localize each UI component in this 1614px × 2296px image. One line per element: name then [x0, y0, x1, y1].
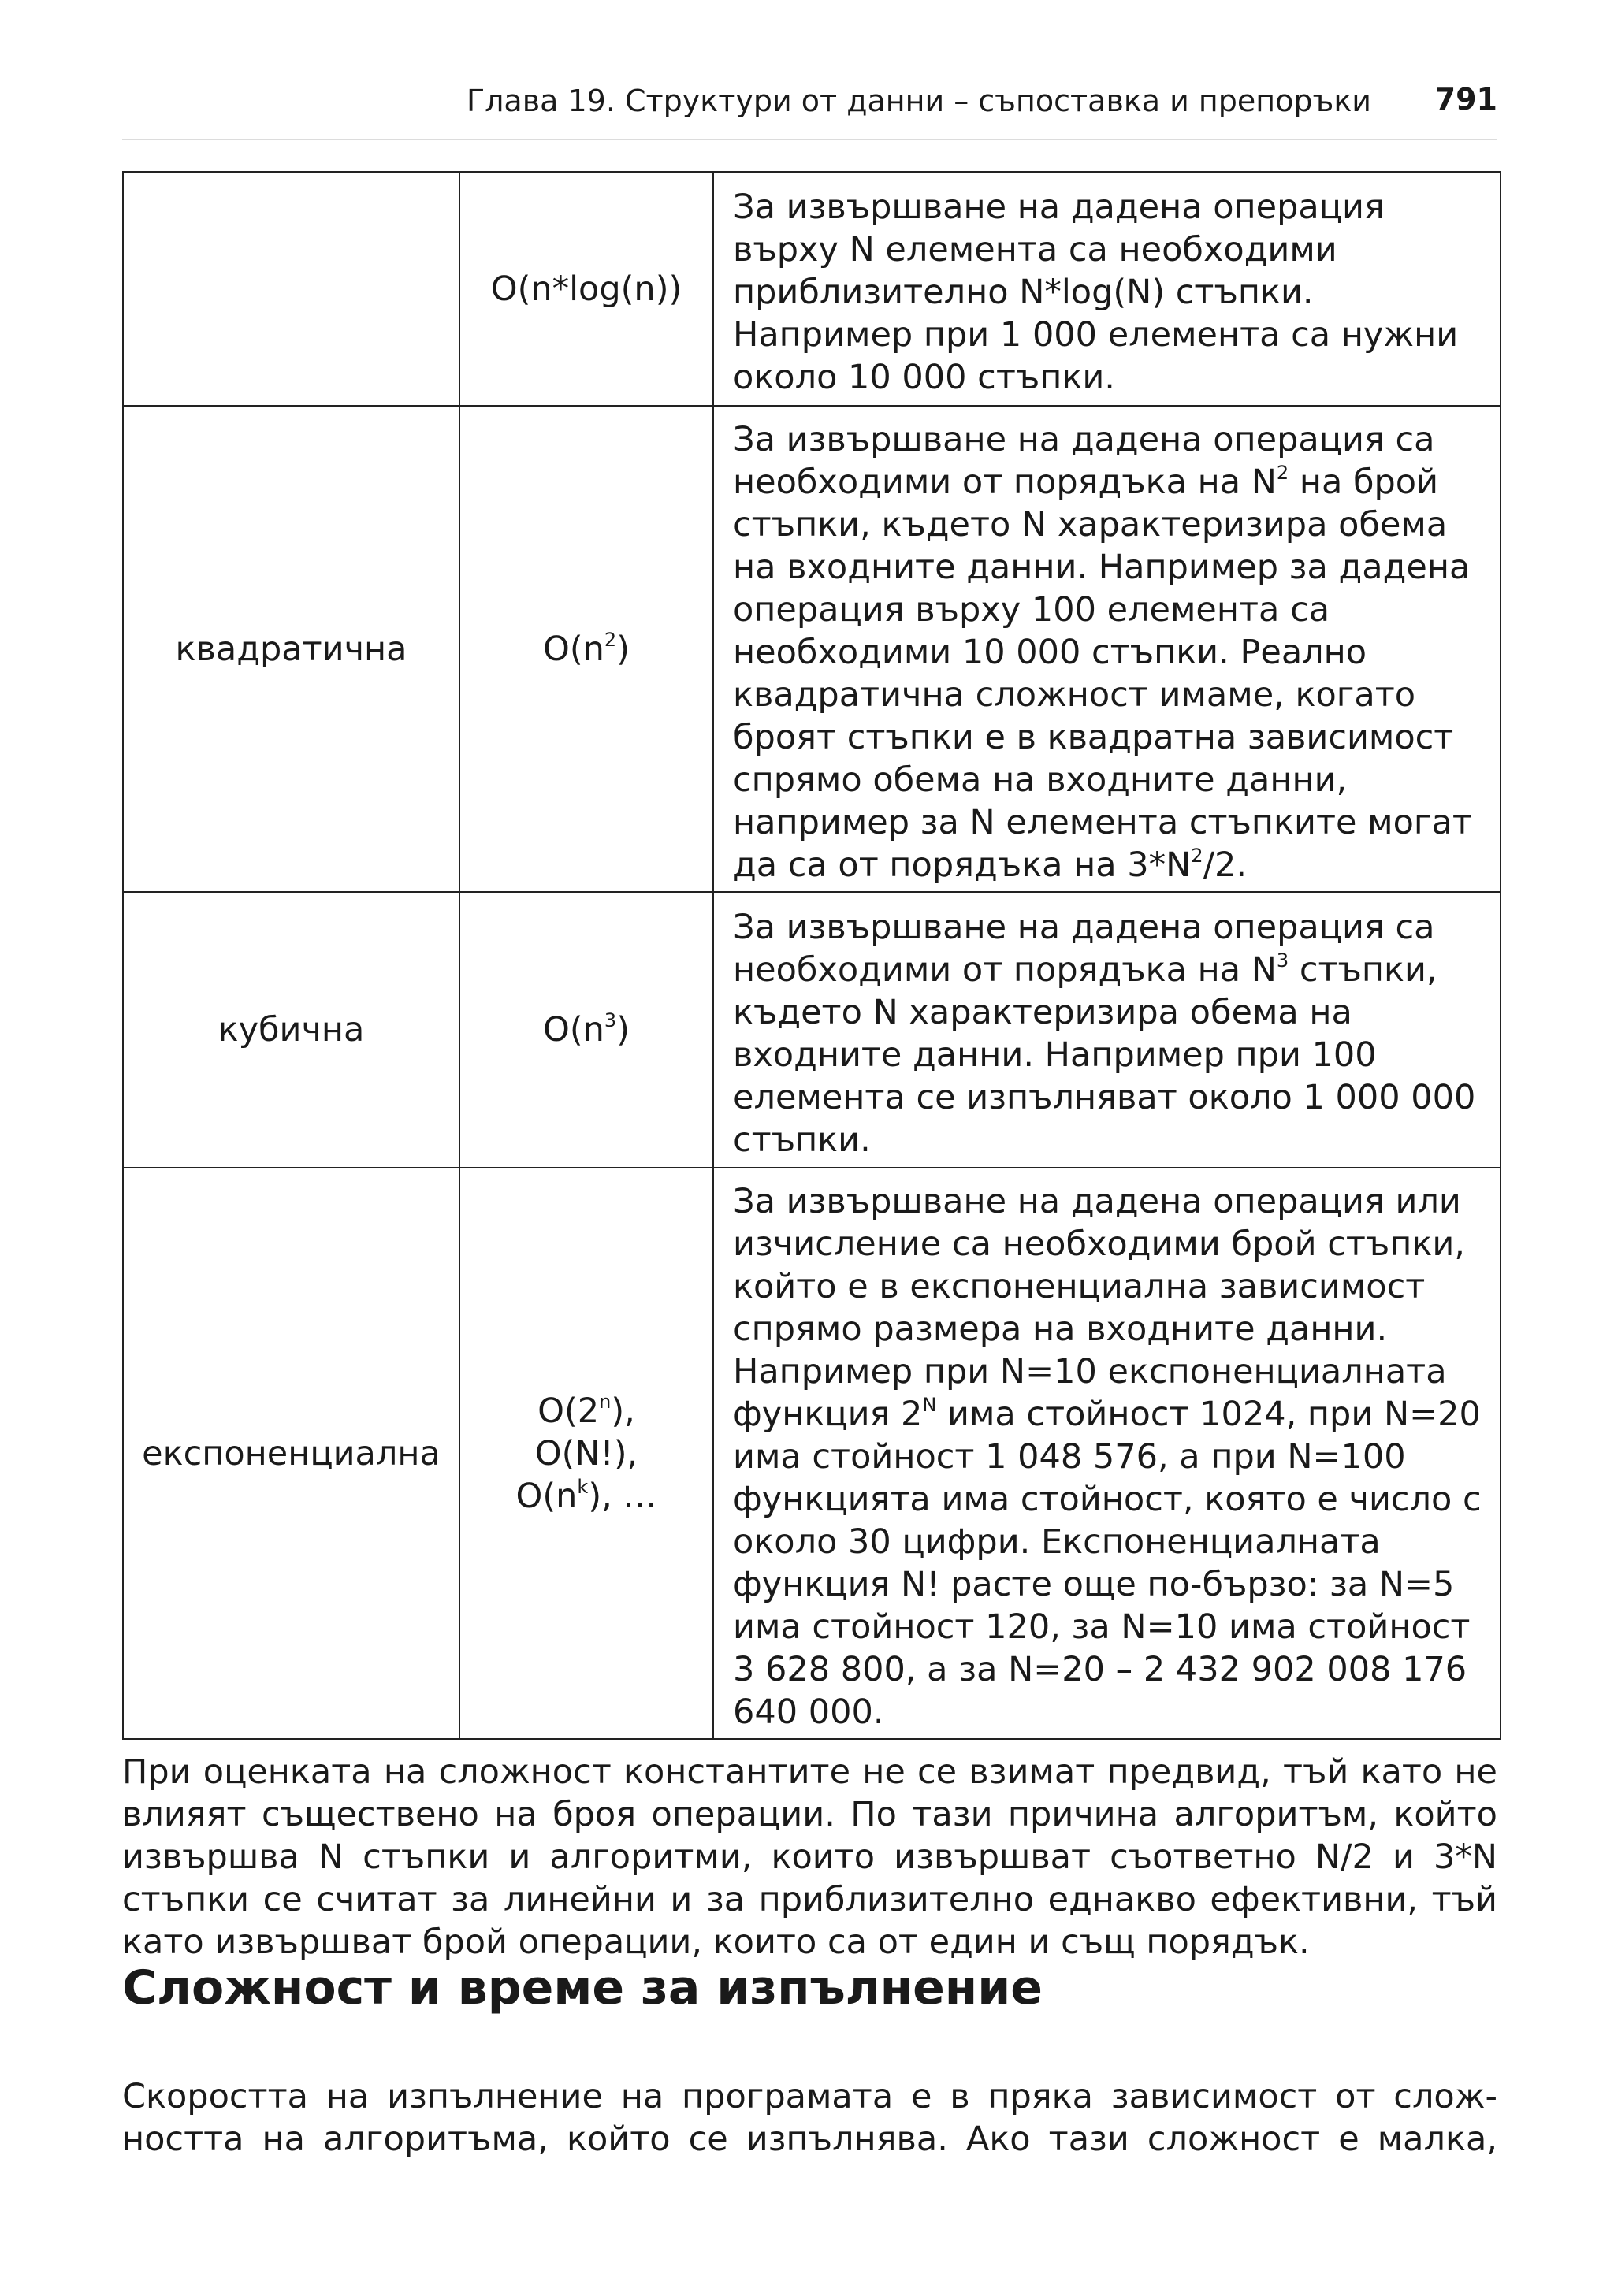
complexity-notation-cell: O(n*log(n)): [459, 172, 713, 406]
complexity-notation-cell: $O(n^2)$: [459, 406, 713, 892]
paragraph-line: ността на алгоритъма, който се изпълнява. Ако тази сложност е малка,: [122, 2120, 1497, 2159]
body-paragraph: При оценката на сложност константите не се взимат предвид, тъй като не влияят съществено на броя операции. По тази причина алгоритъм, който извършва N стъпки и алгоритми, които извършват съответно N/2 и 3*N стъпки се считат за линейни и за приблизително еднакво ефективни, тъй като извършват брой операции, които са от един и същ порядък.: [122, 1752, 1497, 1962]
paragraph-line: Скоростта на изпълнение на програмата е в пряка зависимост от слож-: [122, 2077, 1497, 2116]
table-row: [123, 892, 1501, 1168]
complexity-description-cell: За извършване на дадена операция са необходими от порядъка на $N^3$ стъпки, където N характеризира обема на входните данни. Например при 100 елемента се изпълняват около 1 000 000 стъпки.: [713, 892, 1501, 1168]
complexity-description-cell: За извършване на дадена операция или изчисление са необходими брой стъпки, който е в експоненциална зависимост спрямо размера на входните данни. Например при N=10 експоненциалната функция $2^N$ има стойност 1024, при N=20 има стойност 1 048 576, а при N=100 функцията има стойност, която е число с около 30 цифри. Експоненциалната функция N! расте още по-бързо: за N=5 има стойност 120, за N=10 има стойност 3 628 800, а за N=20 – 2 432 902 008 176 640 000.: [713, 1168, 1501, 1739]
complexity-description-cell: За извършване на дадена операция са необходими от порядъка на $N^2$ на брой стъпки, където N характеризира обема на входните данни. Например за дадена операция върху 100 елемента са необходими 10 000 стъпки. Реално квадратична сложност имаме, когато броят стъпки е в квадратна зависимост спрямо обема на входните данни, например за N елемента стъпките могат да са от порядъка на $3*N^2/2$.: [713, 406, 1501, 892]
complexity-notation-cell: $O(n^3)$: [459, 892, 713, 1168]
table-row: [123, 406, 1501, 892]
complexity-table: [122, 171, 1501, 1740]
complexity-name-cell: [123, 172, 459, 406]
section-heading: Сложност и време за изпълнение: [122, 1960, 1043, 2016]
complexity-notation-cell: O(2$^n$), O(N!), $O(n^k)$, …: [459, 1168, 713, 1739]
page-number: 791: [1434, 82, 1497, 117]
complexity-name-cell: кубична: [123, 892, 459, 1168]
body-paragraph: [122, 2075, 1497, 2160]
complexity-name-cell: експоненциална: [123, 1168, 459, 1739]
chapter-title: Глава 19. Структури от данни – съпоставка и препоръки: [466, 84, 1371, 118]
table-row: [123, 172, 1501, 406]
complexity-name-cell: квадратична: [123, 406, 459, 892]
complexity-description-cell: За извършване на дадена операция върху N елемента са необходими приблизително N*log(N) стъпки. Например при 1 000 елемента са нужни около 10 000 стъпки.: [713, 172, 1501, 406]
table-row: [123, 1168, 1501, 1739]
page-header: [122, 79, 1497, 140]
